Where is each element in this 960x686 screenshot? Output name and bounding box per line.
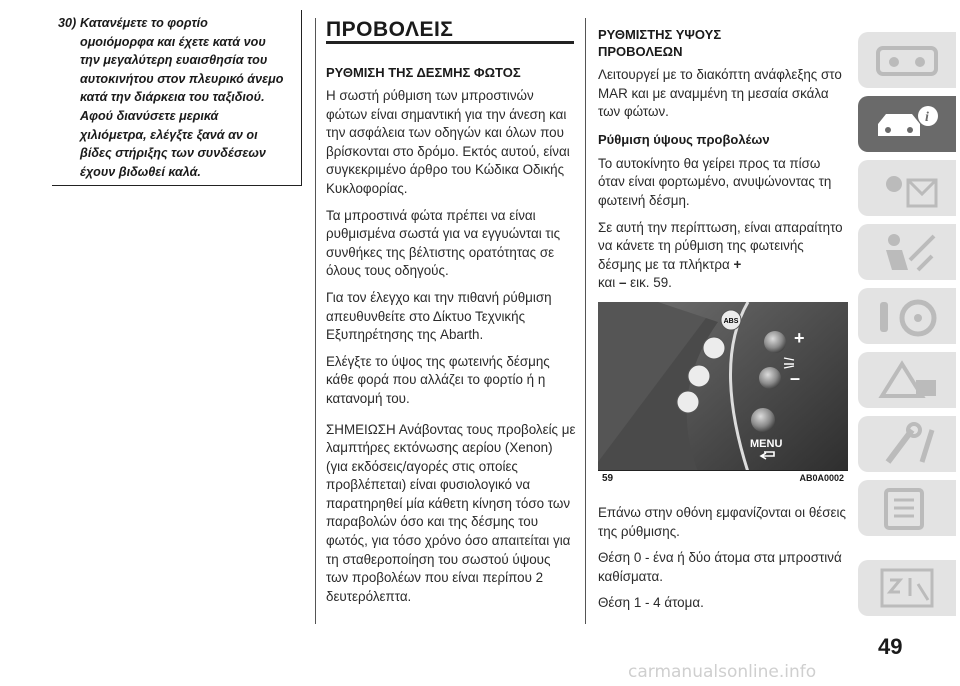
title-rule [326,41,574,44]
alphabet-index-icon [872,566,942,610]
warning-note-box [52,10,302,186]
paragraph: Λειτουργεί με το διακόπτη ανάφλεξης στο MAR και με αναμμένη τη μεσαία σκάλα των φώτων. [598,67,842,120]
headlight-plus-button [764,331,786,353]
right-column [598,26,848,301]
paragraph: Το αυτοκίνητο θα γείρει προς τα πίσω όταν είναι φορτωμένο, ανυψώνοντας τη φωτεινή δέσμη. [598,155,832,208]
plus-label: + [794,328,805,348]
headlight-minus-button [759,367,781,389]
airbag-seat-icon [872,230,942,274]
figure-caption-bar [598,470,848,488]
paragraph: Σε αυτή την περίπτωση, είναι απαραίτητο να κάνετε τη ρύθμιση της φωτεινής δέσμης με τα πλήκτρα + και – εικ. 59. [598,219,843,291]
road-warning-icon [872,358,942,402]
figure-code: AB0A0002 [799,473,844,483]
dashboard-illustration [598,302,848,472]
esc-button [703,337,725,359]
xenon-note: ΣΗΜΕΙΩΣΗ Ανάβοντας τους προβολείς με λαμπτήρες εκτόνωσης αερίου (Xenon) (για εκδόσεις/αγορές στις οποίες προβλέπεται) είναι φυσιολογικό να παρατηρηθεί μία κάθετη κίνηση τόσο των παραβολών όσο και της δέσμης του φωτός, για τόσο χρόνο όσο απαιτείται για τη σταθεροποίηση του σωστού ύψους των προβολέων που είναι περίπου 2 δευτερόλεπτα. [326,421,576,604]
tab-dashboard[interactable] [858,32,956,88]
section-title: ΠΡΟΒΟΛΕΙΣ [326,18,454,41]
beam-adjustment-heading: ΡΥΘΜΙΣΗ ΤΗΣ ΔΕΣΜΗΣ ΦΩΤΟΣ [326,65,521,80]
steering-wheel-icon [872,294,942,338]
paragraph: Επάνω στην οθόνη εμφανίζονται οι θέσεις της ρύθμισης. [598,505,846,539]
svg-text:i: i [925,110,929,125]
abs-button [721,310,741,330]
minus-label: – [790,368,801,388]
column-divider-left [315,18,316,624]
checklist-icon [872,486,942,530]
paragraph: Ελέγξτε το ύψος της φωτεινής δέσμης κάθε φορά που αλλάζει το φορτίο ή η κατανομή του. [326,353,550,406]
middle-column [326,64,576,614]
tab-index[interactable] [858,560,956,616]
height-adjust-subheading: Ρύθμιση ύψους προβολέων [598,131,770,147]
tab-driving[interactable] [858,288,956,344]
paragraph: Τα μπροστινά φώτα πρέπει να είναι ρυθμισμένα σωστά για να εγγυώνται τις συνθήκες της βέλτιστης ορατότητας σε όλους τους οδηγούς. [326,207,561,279]
warning-note-text: 30) Κατανέμετε το φορτίο ομοιόμορφα και έχετε κατά νου την μεγαλύτερη ευαισθησία του αυτοκινήτου στον πλευρικό άνεμο κατά την διάρκεια του ταξιδιού. Αφού διανύσετε μερικά χιλιόμετρα, ελέγξτε ξανά αν οι βίδες στήριξης των συνδέσεων έχουν βιδωθεί καλά. [58,16,284,179]
wrench-tools-icon [872,422,942,466]
paragraph: Θέση 0 - ένα ή δύο άτομα στα μπροστινά καθίσματα. [598,550,842,584]
right-column-after-figure [598,504,848,621]
menu-label: MENU [750,438,783,450]
column-divider-right [585,18,586,624]
tab-warning-lights[interactable] [858,160,956,216]
car-dashboard-icon [872,38,942,82]
tab-car-info[interactable] [858,96,956,152]
tab-safety[interactable] [858,224,956,280]
paragraph: Η σωστή ρύθμιση των μπροστινών φώτων είναι σημαντική για την άνεση και την ασφάλεια των οδηγών και όλων που βρίσκονται στο δρόμο. Εκτός αυτού, είναι συγκεκριμένο άρθρο του Κώδικα Οδικής Κυκλοφορίας. [326,88,570,196]
figure-59-dashboard-buttons [598,302,848,488]
paragraph: Θέση 1 - 4 άτομα. [598,595,704,611]
child-lock-button [677,391,699,413]
note-number: 30) [58,16,77,30]
tab-emergency[interactable] [858,352,956,408]
paragraph: Για τον έλεγχο και την πιθανή ρύθμιση απευθυνθείτε στο Δίκτυο Τεχνικής Εξυπηρέτησης της Abarth. [326,289,552,343]
page-number: 49 [878,634,903,659]
warning-light-icon [872,166,942,210]
car-info-icon [872,102,942,146]
figure-number: 59 [602,473,614,484]
svg-text:ABS: ABS [723,318,739,325]
tab-maintenance[interactable] [858,416,956,472]
leveller-heading: ΡΥΘΜΙΣΤΗΣ ΥΨΟΥΣ ΠΡΟΒΟΛΕΩΝ [598,27,722,59]
tab-technical-data[interactable] [858,480,956,536]
menu-button [751,408,775,432]
watermark: carmanualsonline.info [628,662,817,682]
door-lock-button [688,365,710,387]
